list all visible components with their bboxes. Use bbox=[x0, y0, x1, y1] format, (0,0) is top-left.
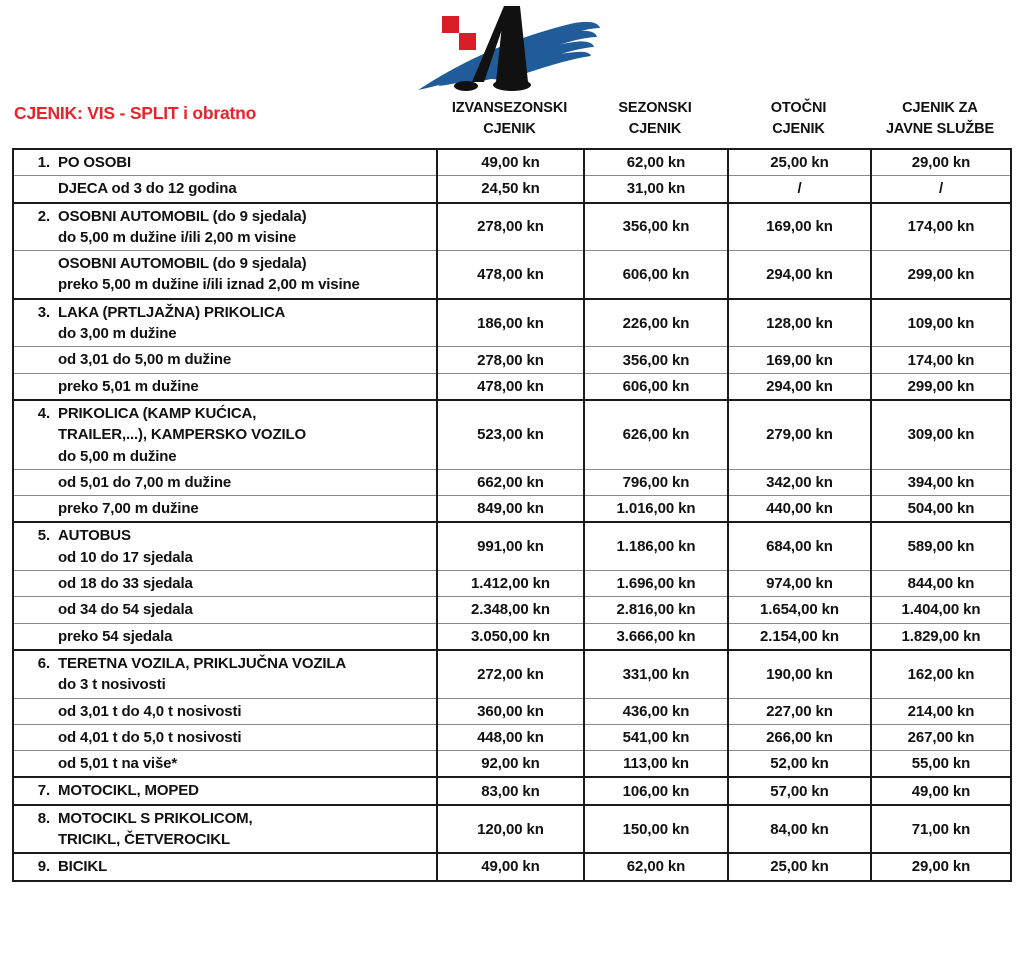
row-label-line: OSOBNI AUTOMOBIL (do 9 sjedala) bbox=[58, 255, 307, 273]
table-row bbox=[13, 724, 1011, 750]
price-cell: 226,00 kn bbox=[584, 299, 728, 347]
table-row bbox=[13, 203, 1011, 251]
price-cell: 92,00 kn bbox=[437, 751, 584, 778]
price-table bbox=[12, 148, 1012, 882]
row-label-line: TRAILER,...), KAMPERSKO VOZILO bbox=[58, 426, 307, 444]
row-number: 1. bbox=[37, 154, 50, 171]
price-cell: 478,00 kn bbox=[437, 373, 584, 400]
table-row bbox=[13, 777, 1011, 804]
row-label-line: TERETNA VOZILA, PRIKLJUČNA VOZILA bbox=[58, 654, 347, 672]
logo-svg bbox=[410, 2, 610, 94]
price-cell: 174,00 kn bbox=[871, 347, 1011, 373]
price-cell: 299,00 kn bbox=[871, 251, 1011, 299]
price-cell: 1.829,00 kn bbox=[871, 623, 1011, 650]
row-label-cell bbox=[13, 777, 437, 804]
row-label-line: MOTOCIKL S PRIKOLICOM, bbox=[58, 809, 253, 827]
table-row bbox=[13, 400, 1011, 469]
row-label-line: od 5,01 do 7,00 m dužine bbox=[58, 473, 232, 491]
logo-checker bbox=[442, 16, 476, 50]
row-label-cell bbox=[13, 597, 437, 623]
price-cell: 991,00 kn bbox=[437, 522, 584, 570]
row-label-line: od 4,01 t do 5,0 t nosivosti bbox=[58, 728, 242, 746]
table-row bbox=[13, 571, 1011, 597]
price-cell: 844,00 kn bbox=[871, 571, 1011, 597]
table-row bbox=[13, 176, 1011, 203]
column-header-izvansezonski bbox=[436, 92, 583, 146]
row-label-line: preko 7,00 m dužine bbox=[58, 500, 199, 518]
column-header-otocni bbox=[727, 92, 870, 146]
row-number: 2. bbox=[37, 207, 50, 225]
row-label-line: PRIKOLICA (KAMP KUĆICA, bbox=[58, 404, 257, 422]
row-label-line: do 5,00 m dužine i/ili 2,00 m visine bbox=[58, 228, 297, 246]
price-cell: 128,00 kn bbox=[728, 299, 871, 347]
column-header-line1: IZVANSEZONSKI bbox=[451, 99, 568, 116]
column-header-line1: CJENIK ZA bbox=[902, 99, 978, 116]
price-cell: 1.412,00 kn bbox=[437, 571, 584, 597]
price-cell: 1.186,00 kn bbox=[584, 522, 728, 570]
row-label-cell bbox=[13, 373, 437, 400]
row-label-line: MOTOCIKL, MOPED bbox=[58, 782, 199, 800]
price-cell: 57,00 kn bbox=[728, 777, 871, 804]
price-cell: 278,00 kn bbox=[437, 203, 584, 251]
price-cell: 1.404,00 kn bbox=[871, 597, 1011, 623]
price-cell: 83,00 kn bbox=[437, 777, 584, 804]
price-cell: 52,00 kn bbox=[728, 751, 871, 778]
table-row bbox=[13, 522, 1011, 570]
price-cell: 796,00 kn bbox=[584, 469, 728, 495]
price-cell: 272,00 kn bbox=[437, 650, 584, 698]
price-cell: 29,00 kn bbox=[871, 149, 1011, 176]
column-header-line2: CJENIK bbox=[628, 121, 682, 137]
table-row bbox=[13, 597, 1011, 623]
row-number: 6. bbox=[37, 654, 50, 672]
price-cell: 169,00 kn bbox=[728, 347, 871, 373]
price-cell: 169,00 kn bbox=[728, 203, 871, 251]
price-cell: 606,00 kn bbox=[584, 373, 728, 400]
row-number: 5. bbox=[37, 527, 50, 545]
price-cell: 606,00 kn bbox=[584, 251, 728, 299]
price-cell: 299,00 kn bbox=[871, 373, 1011, 400]
row-label-cell bbox=[13, 251, 437, 299]
price-cell: 1.016,00 kn bbox=[584, 496, 728, 523]
table-header-band bbox=[0, 92, 1024, 146]
jadrolinija-logo bbox=[410, 2, 610, 94]
row-label-cell bbox=[13, 149, 437, 176]
row-label-line: AUTOBUS bbox=[58, 527, 131, 545]
price-cell: 62,00 kn bbox=[584, 853, 728, 880]
row-label-cell bbox=[13, 203, 437, 251]
row-label-cell bbox=[13, 176, 437, 203]
price-cell: 2.348,00 kn bbox=[437, 597, 584, 623]
price-cell: 440,00 kn bbox=[728, 496, 871, 523]
price-cell: 662,00 kn bbox=[437, 469, 584, 495]
price-cell: 62,00 kn bbox=[584, 149, 728, 176]
row-label-cell bbox=[13, 805, 437, 854]
price-cell: 24,50 kn bbox=[437, 176, 584, 203]
row-label-cell bbox=[13, 299, 437, 347]
price-cell: 120,00 kn bbox=[437, 805, 584, 854]
table-row bbox=[13, 698, 1011, 724]
table-row bbox=[13, 650, 1011, 698]
price-cell: 106,00 kn bbox=[584, 777, 728, 804]
price-cell: 3.050,00 kn bbox=[437, 623, 584, 650]
table-row bbox=[13, 853, 1011, 880]
page-title: CJENIK: VIS - SPLIT i obratno bbox=[14, 103, 257, 123]
column-header-line1: OTOČNI bbox=[770, 99, 827, 116]
row-label-line: od 34 do 54 sjedala bbox=[58, 601, 193, 619]
price-cell: 356,00 kn bbox=[584, 203, 728, 251]
row-label-cell bbox=[13, 469, 437, 495]
price-cell: 29,00 kn bbox=[871, 853, 1011, 880]
row-label-line: PO OSOBI bbox=[58, 154, 131, 171]
price-cell: 55,00 kn bbox=[871, 751, 1011, 778]
row-label-cell bbox=[13, 698, 437, 724]
row-label-line: do 5,00 m dužine bbox=[58, 447, 177, 465]
table-row bbox=[13, 496, 1011, 523]
price-cell: 2.816,00 kn bbox=[584, 597, 728, 623]
price-cell: 150,00 kn bbox=[584, 805, 728, 854]
price-cell: 174,00 kn bbox=[871, 203, 1011, 251]
row-label-line: do 3,00 m dužine bbox=[58, 325, 177, 343]
price-cell: 162,00 kn bbox=[871, 650, 1011, 698]
price-cell: 49,00 kn bbox=[437, 149, 584, 176]
price-cell: 214,00 kn bbox=[871, 698, 1011, 724]
row-label-line: od 10 do 17 sjedala bbox=[58, 548, 193, 566]
price-cell: 360,00 kn bbox=[437, 698, 584, 724]
table-row bbox=[13, 299, 1011, 347]
column-header-javne-sluzbe bbox=[870, 92, 1010, 146]
price-cell: 31,00 kn bbox=[584, 176, 728, 203]
row-label-cell bbox=[13, 724, 437, 750]
row-label-cell bbox=[13, 751, 437, 778]
price-cell: / bbox=[728, 176, 871, 203]
price-cell: 436,00 kn bbox=[584, 698, 728, 724]
table-row bbox=[13, 347, 1011, 373]
price-cell: 113,00 kn bbox=[584, 751, 728, 778]
row-label-line: od 18 do 33 sjedala bbox=[58, 575, 193, 593]
price-cell: 626,00 kn bbox=[584, 400, 728, 469]
row-label-cell bbox=[13, 400, 437, 469]
table-row bbox=[13, 149, 1011, 176]
column-header-line2: CJENIK bbox=[483, 121, 536, 137]
price-cell: 266,00 kn bbox=[728, 724, 871, 750]
price-cell: 71,00 kn bbox=[871, 805, 1011, 854]
table-row bbox=[13, 251, 1011, 299]
price-cell: 3.666,00 kn bbox=[584, 623, 728, 650]
row-label-line: TRICIKL, ČETVEROCIKL bbox=[58, 831, 230, 849]
price-cell: 1.654,00 kn bbox=[728, 597, 871, 623]
row-number: 9. bbox=[37, 858, 50, 876]
price-cell: 356,00 kn bbox=[584, 347, 728, 373]
price-cell: 1.696,00 kn bbox=[584, 571, 728, 597]
row-label-cell bbox=[13, 571, 437, 597]
row-label-line: preko 5,01 m dužine bbox=[58, 377, 199, 395]
price-cell: 49,00 kn bbox=[871, 777, 1011, 804]
row-label-line: do 3 t nosivosti bbox=[58, 676, 166, 694]
price-cell: 109,00 kn bbox=[871, 299, 1011, 347]
row-label-line: od 5,01 t na više* bbox=[58, 755, 178, 773]
row-label-line: preko 5,00 m dužine i/ili iznad 2,00 m visine bbox=[58, 276, 360, 294]
price-cell: 25,00 kn bbox=[728, 149, 871, 176]
price-cell: 267,00 kn bbox=[871, 724, 1011, 750]
price-cell: 684,00 kn bbox=[728, 522, 871, 570]
price-cell: 49,00 kn bbox=[437, 853, 584, 880]
row-label-cell bbox=[13, 522, 437, 570]
price-cell: 478,00 kn bbox=[437, 251, 584, 299]
row-label-cell bbox=[13, 623, 437, 650]
row-label-line: OSOBNI AUTOMOBIL (do 9 sjedala) bbox=[58, 207, 307, 225]
price-cell: 2.154,00 kn bbox=[728, 623, 871, 650]
row-number: 3. bbox=[37, 303, 50, 321]
price-cell: 589,00 kn bbox=[871, 522, 1011, 570]
price-cell: / bbox=[871, 176, 1011, 203]
row-label-line: od 3,01 t do 4,0 t nosivosti bbox=[58, 702, 242, 720]
price-cell: 84,00 kn bbox=[728, 805, 871, 854]
table-row bbox=[13, 373, 1011, 400]
row-label-line: DJECA od 3 do 12 godina bbox=[58, 180, 237, 198]
price-cell: 541,00 kn bbox=[584, 724, 728, 750]
price-cell: 504,00 kn bbox=[871, 496, 1011, 523]
price-cell: 523,00 kn bbox=[437, 400, 584, 469]
price-cell: 974,00 kn bbox=[728, 571, 871, 597]
price-cell: 448,00 kn bbox=[437, 724, 584, 750]
price-cell: 294,00 kn bbox=[728, 373, 871, 400]
price-cell: 849,00 kn bbox=[437, 496, 584, 523]
row-label-cell bbox=[13, 853, 437, 880]
price-cell: 279,00 kn bbox=[728, 400, 871, 469]
price-cell: 342,00 kn bbox=[728, 469, 871, 495]
table-row bbox=[13, 805, 1011, 854]
column-header-line1: SEZONSKI bbox=[618, 99, 692, 116]
row-number: 8. bbox=[37, 809, 50, 827]
column-header-line2: JAVNE SLUŽBE bbox=[885, 121, 995, 137]
column-header-sezonski bbox=[583, 92, 727, 146]
price-cell: 278,00 kn bbox=[437, 347, 584, 373]
table-row bbox=[13, 751, 1011, 778]
row-number: 7. bbox=[37, 782, 50, 800]
row-label-line: BICIKL bbox=[58, 858, 108, 876]
row-label-cell bbox=[13, 650, 437, 698]
price-cell: 331,00 kn bbox=[584, 650, 728, 698]
price-cell: 294,00 kn bbox=[728, 251, 871, 299]
row-label-cell bbox=[13, 496, 437, 523]
table-row bbox=[13, 623, 1011, 650]
row-label-line: preko 54 sjedala bbox=[58, 627, 173, 645]
row-label-line: od 3,01 do 5,00 m dužine bbox=[58, 351, 232, 369]
price-cell: 394,00 kn bbox=[871, 469, 1011, 495]
column-header-line2: CJENIK bbox=[772, 121, 825, 137]
row-number: 4. bbox=[37, 404, 50, 422]
price-table-body bbox=[13, 149, 1011, 881]
row-label-cell bbox=[13, 347, 437, 373]
price-cell: 227,00 kn bbox=[728, 698, 871, 724]
row-label-line: LAKA (PRTLJAŽNA) PRIKOLICA bbox=[58, 303, 286, 321]
price-cell: 309,00 kn bbox=[871, 400, 1011, 469]
price-cell: 25,00 kn bbox=[728, 853, 871, 880]
table-row bbox=[13, 469, 1011, 495]
price-cell: 186,00 kn bbox=[437, 299, 584, 347]
price-cell: 190,00 kn bbox=[728, 650, 871, 698]
